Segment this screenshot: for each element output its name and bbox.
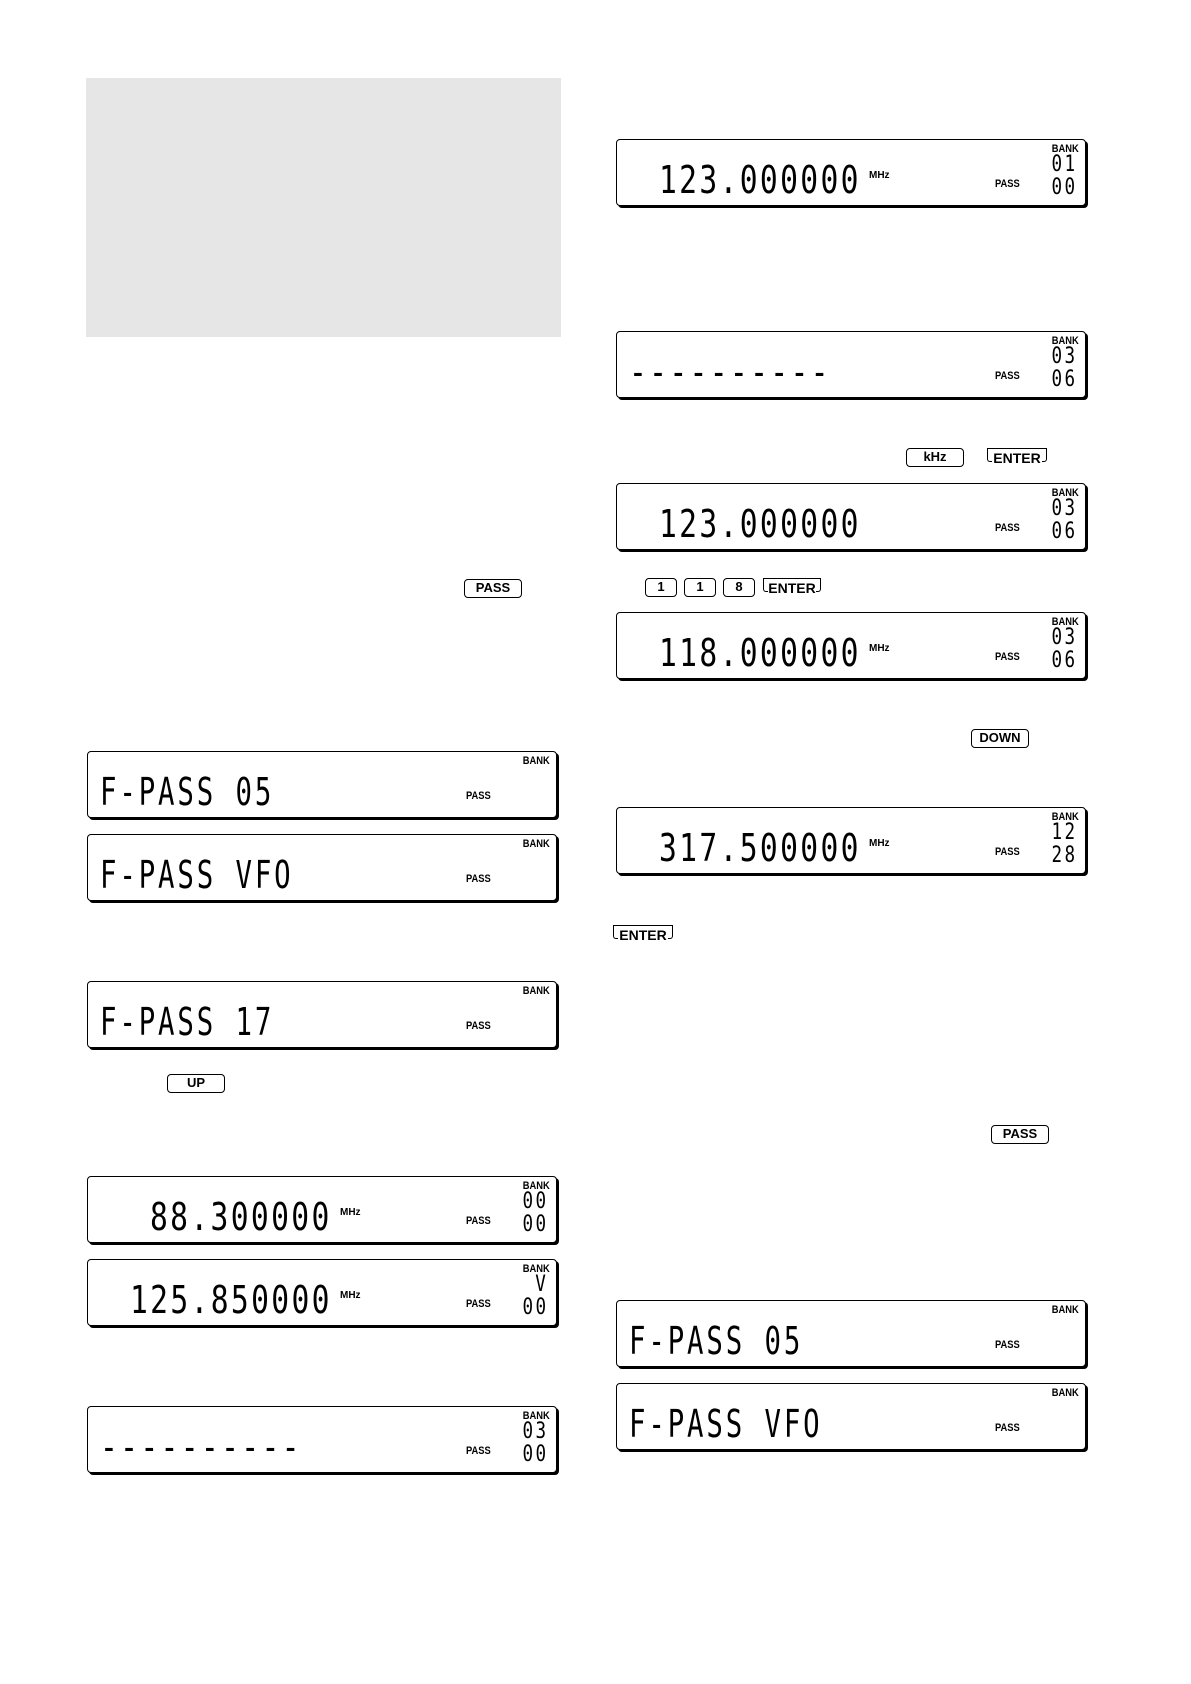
lcd-display <box>616 483 1086 550</box>
shaded-note-box <box>86 78 561 337</box>
lcd-main-readout: F-PASS 17 <box>100 1000 275 1044</box>
mhz-unit: MHz <box>869 170 890 181</box>
lcd-display <box>87 834 557 901</box>
enter-key[interactable]: ENTER <box>763 578 821 597</box>
mhz-unit: MHz <box>340 1290 361 1301</box>
bank-label: BANK <box>1051 143 1079 155</box>
pass-indicator: PASS <box>995 846 1020 858</box>
digit-1-key[interactable]: 1 <box>645 578 677 597</box>
lcd-main-readout: F-PASS VFO <box>629 1402 823 1446</box>
pass-indicator: PASS <box>466 1020 491 1032</box>
bank-label: BANK <box>1051 487 1079 499</box>
pass-indicator: PASS <box>995 1422 1020 1434</box>
pass-indicator: PASS <box>466 873 491 885</box>
lcd-main-readout: F-PASS VFO <box>100 853 294 897</box>
up-key[interactable]: UP <box>167 1074 225 1093</box>
pass-indicator: PASS <box>995 370 1020 382</box>
mhz-unit: MHz <box>340 1207 361 1218</box>
bank-number: 01 <box>1051 152 1077 177</box>
channel-number: 06 <box>1051 367 1077 392</box>
bank-number: 03 <box>522 1419 548 1444</box>
bank-label: BANK <box>1051 335 1079 347</box>
channel-number: 00 <box>1051 175 1077 200</box>
bank-number: 12 <box>1051 820 1077 845</box>
lcd-frequency: ---------- <box>629 350 831 394</box>
lcd-display <box>616 612 1086 679</box>
bank-label: BANK <box>1051 616 1079 628</box>
bank-label: BANK <box>522 985 550 997</box>
channel-number: 06 <box>1051 648 1077 673</box>
pass-indicator: PASS <box>466 1215 491 1227</box>
down-key[interactable]: DOWN <box>971 729 1029 748</box>
lcd-display <box>87 751 557 818</box>
pass-indicator: PASS <box>466 1445 491 1457</box>
lcd-display <box>616 331 1086 398</box>
channel-number: 00 <box>522 1212 548 1237</box>
bank-number: V <box>535 1272 548 1297</box>
bank-label: BANK <box>522 1410 550 1422</box>
bank-label: BANK <box>522 1180 550 1192</box>
lcd-frequency: 88.300000 <box>150 1195 332 1239</box>
digit-8-key[interactable]: 8 <box>723 578 755 597</box>
pass-indicator: PASS <box>995 178 1020 190</box>
channel-number: 00 <box>522 1295 548 1320</box>
mhz-unit: MHz <box>869 838 890 849</box>
channel-number: 06 <box>1051 519 1077 544</box>
bank-label: BANK <box>1051 1387 1079 1399</box>
lcd-display <box>87 1176 557 1243</box>
bank-label: BANK <box>522 755 550 767</box>
lcd-frequency: 125.850000 <box>130 1278 332 1322</box>
lcd-frequency: ---------- <box>100 1425 302 1469</box>
lcd-display <box>616 1300 1086 1367</box>
bank-label: BANK <box>522 838 550 850</box>
lcd-frequency: 317.500000 <box>659 826 861 870</box>
pass-indicator: PASS <box>995 522 1020 534</box>
pass-indicator: PASS <box>995 651 1020 663</box>
lcd-frequency: 123.000000 <box>659 502 861 546</box>
lcd-display <box>616 807 1086 874</box>
bank-number: 03 <box>1051 496 1077 521</box>
lcd-display <box>87 1406 557 1473</box>
pass-indicator: PASS <box>466 790 491 802</box>
channel-number: 28 <box>1051 843 1077 868</box>
lcd-main-readout: F-PASS 05 <box>100 770 275 814</box>
digit-1-key[interactable]: 1 <box>684 578 716 597</box>
bank-number: 03 <box>1051 625 1077 650</box>
channel-number: 00 <box>522 1442 548 1467</box>
bank-label: BANK <box>522 1263 550 1275</box>
bank-number: 03 <box>1051 344 1077 369</box>
enter-key[interactable]: ENTER <box>987 448 1047 467</box>
mhz-unit: MHz <box>869 643 890 654</box>
khz-key[interactable]: kHz <box>906 448 964 467</box>
lcd-display <box>616 1383 1086 1450</box>
lcd-main-readout: F-PASS 05 <box>629 1319 804 1363</box>
pass-indicator: PASS <box>466 1298 491 1310</box>
pass-key[interactable]: PASS <box>991 1125 1049 1144</box>
lcd-display <box>87 981 557 1048</box>
bank-label: BANK <box>1051 1304 1079 1316</box>
lcd-frequency: 123.000000 <box>659 158 861 202</box>
lcd-frequency: 118.000000 <box>659 631 861 675</box>
bank-label: BANK <box>1051 811 1079 823</box>
lcd-display <box>87 1259 557 1326</box>
enter-key[interactable]: ENTER <box>613 925 673 944</box>
lcd-display <box>616 139 1086 206</box>
pass-indicator: PASS <box>995 1339 1020 1351</box>
pass-key[interactable]: PASS <box>464 579 522 598</box>
bank-number: 00 <box>522 1189 548 1214</box>
